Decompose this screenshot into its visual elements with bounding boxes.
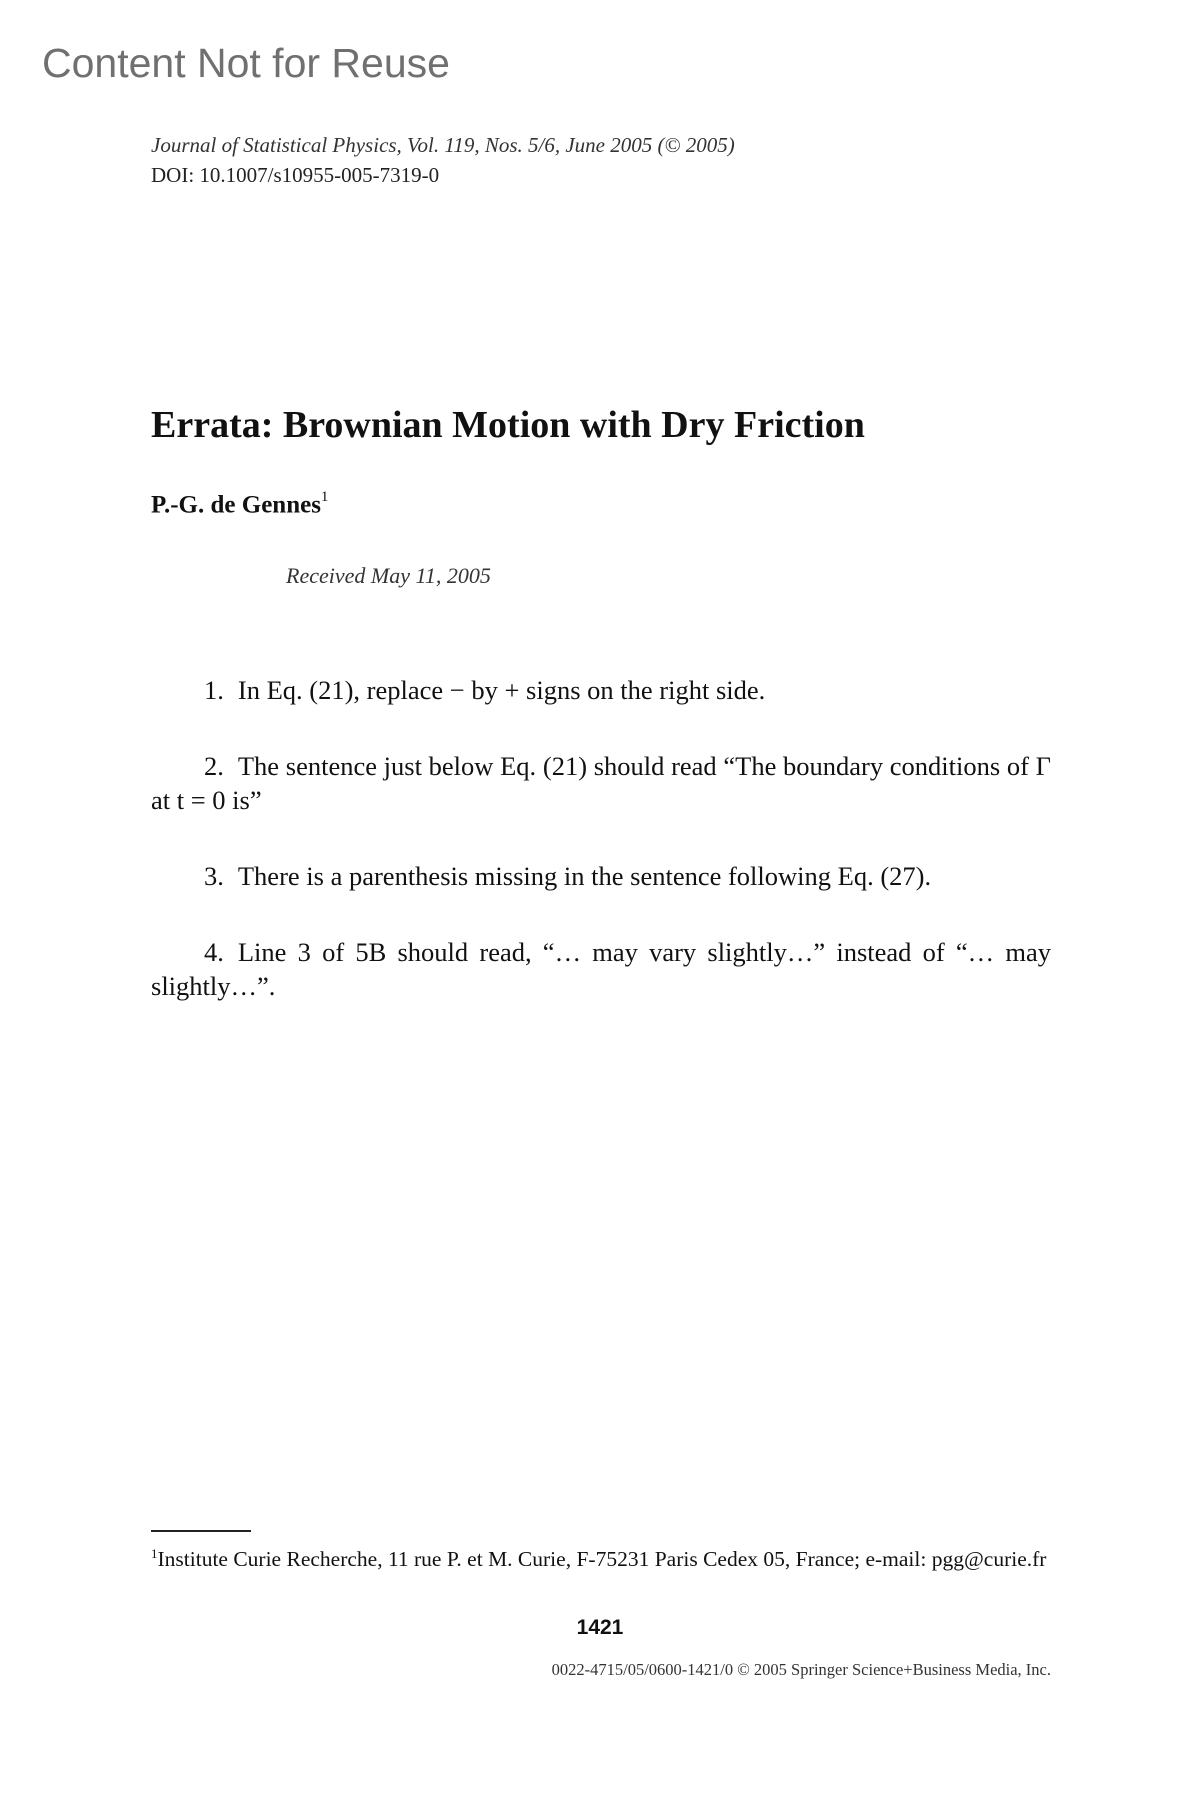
erratum-text: The sentence just below Eq. (21) should read “The boundary conditions of Γ at t = 0 is” (151, 751, 1051, 815)
footnote-text: Institute Curie Recherche, 11 rue P. et M. Curie, F-75231 Paris Cedex 05, France; e-mail: pgg@curie.fr (157, 1547, 1047, 1572)
erratum-number: 3. (204, 861, 224, 891)
erratum-number: 1. (204, 675, 224, 705)
received-date: Received May 11, 2005 (286, 563, 491, 588)
footnote-mark: 1 (151, 1546, 158, 1561)
errata-list (151, 673, 1051, 1045)
erratum-item (151, 935, 1051, 1003)
article-title: Errata: Brownian Motion with Dry Friction (151, 404, 865, 446)
erratum-item (151, 859, 1051, 893)
erratum-item (151, 673, 1051, 707)
erratum-number: 2. (204, 751, 224, 781)
author-name: P.-G. de Gennes (151, 491, 321, 519)
doi: DOI: 10.1007/s10955-005-7319-0 (151, 163, 440, 187)
erratum-item (151, 749, 1051, 817)
watermark: Content Not for Reuse (42, 40, 450, 86)
erratum-text: In Eq. (21), replace − by + signs on the right side. (237, 675, 766, 705)
erratum-number: 4. (204, 937, 224, 967)
journal-citation: Journal of Statistical Physics, Vol. 119, Nos. 5/6, June 2005 (© 2005) (151, 133, 735, 157)
copyright-line: 0022-4715/05/0600-1421/0 © 2005 Springer Science+Business Media, Inc. (551, 1660, 1051, 1679)
erratum-text: Line 3 of 5B should read, “… may vary slightly…” instead of “… may slightly…”. (151, 937, 1051, 1001)
erratum-text: There is a parenthesis missing in the sentence following Eq. (27). (237, 861, 932, 891)
page-number: 1421 (576, 1616, 624, 1639)
footnote (151, 1540, 1051, 1573)
author-footnote-mark: 1 (320, 489, 329, 505)
footnote-divider (151, 1530, 251, 1532)
author-line (151, 491, 328, 519)
